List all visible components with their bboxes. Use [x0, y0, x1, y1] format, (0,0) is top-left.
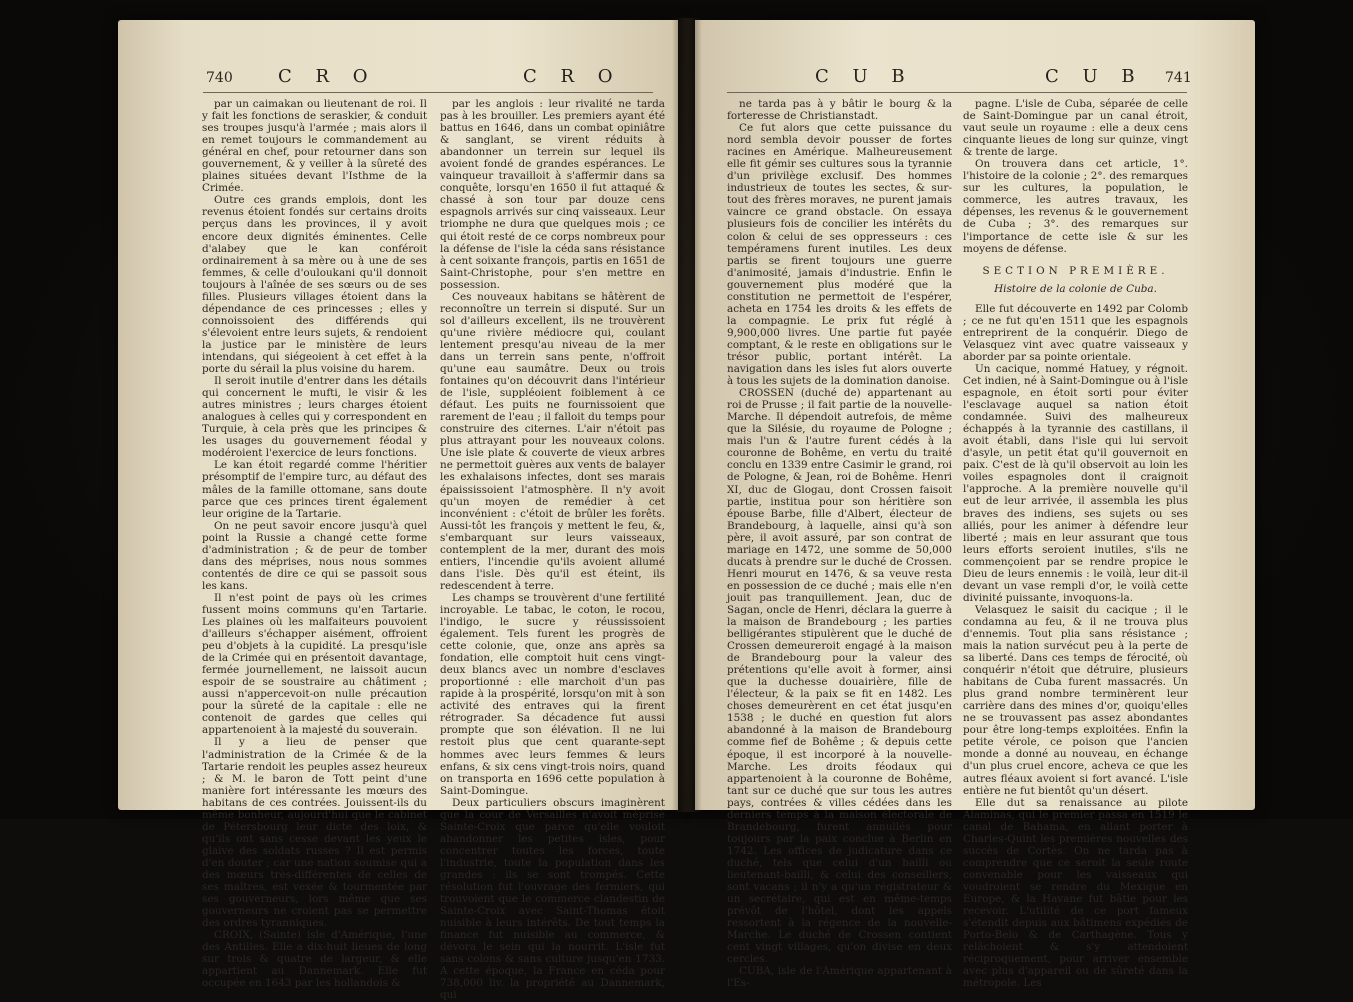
paragraph: Le kan étoit regardé comme l'héritier présomptif de l'empire turc, au défaut des mâles de la famille ottomane, sans doute parce que ces princes tirent également leur origine de la Tartarie.: [202, 459, 427, 520]
running-head-right-col2: C U B: [1045, 66, 1144, 87]
book-gutter: [672, 18, 702, 812]
left-page: [118, 20, 678, 1002]
paragraph: par les anglois : leur rivalité ne tarda pas à les brouiller. Les premiers ayant été battus en 1646, dans un combat opiniâtre & sanglant, se virent réduits à abandonner un terrein sur lequel ils avoient fondé de grandes espérances. Le vainqueur travailloit à s'affermir dans sa conquête, lorsqu'en 1650 il fut attaqué & chassé à son tour par douze cens espagnols arrivés sur cinq vaisseaux. Leur triomphe ne dura que quelques mois ; ce qui étoit resté de ce corps nombreux pour la défense de l'isle la céda sans résistance à cent soixante françois, partis en 1651 de Saint-Christophe, pour s'en mettre en possession.: [440, 98, 665, 291]
paragraph: CUBA, isle de l'Amérique appartenant à l'Es-: [727, 965, 952, 990]
running-head-right-col1: C U B: [815, 66, 914, 87]
paragraph: CROSSEN (duché de) appartenant au roi de Prusse ; il fait partie de la nouvelle-Marche. Il dépendoit autrefois, de même que la Silésie, du royaume de Pologne ; mais l'un & l'autre furent cédés à la couronne de Bohême, en vertu du traité conclu en 1339 entre Casimir le grand, roi de Pologne, & Jean, roi de Bohême. Henri XI, duc de Glogau, dont Crossen faisoit partie, institua pour son héritière son épouse Barbe, fille d'Albert, électeur de Brandebourg, à laquelle, ainsi qu'à son père, il avoit assuré, par son contrat de mariage en 1472, une somme de 50,000 ducats à prendre sur le duché de Crossen. Henri mourut en 1476, & sa veuve resta en possession de ce duché ; mais elle n'en jouit pas tranquillement. Jean, duc de Sagan, oncle de Henri, déclara la guerre à la maison de Brandebourg ; les parties belligérantes stipulèrent que le duché de Crossen demeureroit engagé à la maison de Brandebourg pour la valeur des prétentions qu'elle avoit à former, ainsi que la duchesse douairière, fille de l'électeur, & la paix se fit en 1482. Les choses demeurèrent en cet état jusqu'en 1538 ; le duché en question fut alors abandonné à la maison de Brandebourg comme fief de Bohême ; & depuis cette époque, il est incorporé à la nouvelle-Marche. Les droits féodaux qui appartenoient à la couronne de Bohême, tant sur ce duché que sur tous les autres pays, contrées & villes cédées dans les derniers temps à la maison électorale de Brandebourg, furent annullés pour toujours par la paix conclue à Berlin en 1742. Les offices de judicature dans ce duché, tels que celui d'un bailli ou lieutenant-bailli, & celui des conseillers, sont vacans ; il n'y a qu'un régistrateur & un secrétaire, qui est en même-temps prévôt de l'hôtel, dont les appels ressortent à la régence de la nouvelle-Marche. Le duché de Crossen contient cent vingt villages, qu'on divise en deux cercles.: [727, 387, 952, 966]
page-number-left: 740: [206, 70, 233, 86]
right-page-column-2: [963, 98, 1188, 990]
paragraph: Deux particuliers obscurs imaginèrent que la cour de Versailles n'avoit méprisé Sainte-Croix que parce qu'elle vouloit abandonner les petites isles, pour concentrer toutes les forces, toute l'industrie, toute la population dans les grandes : ils se sont trompés. Cette résolution fut l'ouvrage des fermiers, qui trouvoient que le commerce clandestin de Sainte-Croix avec Saint-Thomas étoit nuisible à leurs intérêts. De tout temps la finance fut nuisible au commerce, & dévora le sein qui la nourrit. L'isle fut sans colons & sans culture jusqu'en 1733. A cette époque, la France en céda pour 738,000 liv. la propriété au Dannemark, qui: [440, 796, 665, 1002]
paragraph: Velasquez le saisit du cacique ; il le condamna au feu, & il ne trouva plus d'ennemis. Tout plia sans résistance ; mais la nation survécut peu à la perte de sa liberté. Dans ces temps de férocité, où conquérir n'étoit que détruire, plusieurs habitans de Cuba furent massacrés. Un plus grand nombre terminèrent leur carrière dans des mines d'or, quoiqu'elles ne se trouvassent pas assez abondantes pour être long-temps exploitées. Enfin la petite vérole, ce poison que l'ancien monde a donné au nouveau, en échange d'un plus cruel encore, acheva ce que les autres fléaux avoient si fort avancé. L'isle entière ne fut bientôt qu'un désert.: [963, 603, 1188, 797]
paragraph: On trouvera dans cet article, 1°. l'histoire de la colonie ; 2°. des remarques sur les cultures, la population, le commerce, les autres travaux, les dépenses, les revenus & le gouvernement de Cuba ; 3°. des remarques sur l'importance de cette isle & sur les moyens de défense.: [963, 158, 1188, 255]
page-number-right: 741: [1165, 70, 1192, 86]
paragraph: Outre ces grands emplois, dont les revenus étoient fondés sur certains droits perçus dans les provinces, il y avoit encore deux dignités éminentes. Celle d'alabey que le kan conféroit ordinairement à sa mère ou à une de ses femmes, & celle d'ouloukani qu'il donnoit toujours à l'aînée de ses sœurs ou de ses filles. Plusieurs villages étoient dans la dépendance de ces princesses ; elles y connoissoient des différends qui s'élevoient entre leurs sujets, & rendoient la justice par le ministère de leurs intendans, qui siégeoient à cet effet à la porte du sérail la plus voisine du harem.: [202, 194, 427, 376]
left-page-column-2: [440, 98, 665, 1002]
paragraph: Les champs se trouvèrent d'une fertilité incroyable. Le tabac, le coton, le rocou, l'indigo, le sucre y réussissoient également. Tels furent les progrès de cette colonie, que, onze ans après sa fondation, elle comptoit huit cens vingt-deux blancs avec un nombre d'esclaves proportionné : elle marchoit d'un pas rapide à la prospérité, lorsqu'on mit à son activité des entraves qui la firent rétrograder. Sa décadence fut aussi prompte que son élévation. Il ne lui restoit plus que cent quarante-sept hommes avec leurs femmes & leurs enfans, & six cens vingt-trois noirs, quand on transporta en 1696 cette population à Saint-Domingue.: [440, 591, 665, 797]
section-heading: SECTION PREMIÈRE.: [982, 264, 1169, 277]
paragraph: ne tarda pas à y bâtir le bourg & la forteresse de Christianstadt.: [727, 98, 952, 123]
right-page: [695, 20, 1255, 990]
running-head-left-col1: C R O: [278, 66, 377, 87]
paragraph: Il n'est point de pays où les crimes fussent moins communs qu'en Tartarie. Les plaines où les malfaiteurs pouvoient d'ailleurs s'échapper aisément, offroient peu d'objets à la cupidité. La presqu'isle de la Crimée qui en présentoit davantage, fermée journellement, ne laissoit aucun espoir de se soustraire au châtiment ; aussi n'appercevoit-on nulle précaution pour la sûreté de la capitale : elle ne contenoit de gardes que celles qui appartenoient à la majesté du souverain.: [202, 591, 427, 737]
left-page-column-1: [202, 98, 427, 990]
paragraph: Ces nouveaux habitans se hâtèrent de reconnoître un terrein si disputé. Sur un sol d'ailleurs excellent, ils ne trouvèrent qu'une rivière médiocre qui, coulant lentement presqu'au niveau de la mer dans un terrein sans pente, n'offroit qu'une eau saumâtre. Deux ou trois fontaines qu'on découvrit dans l'intérieur de l'isle, suppléoient foiblement à ce défaut. Les puits ne fournissoient que rarement de l'eau ; il falloit du temps pour construire des citernes. L'air n'étoit pas plus attrayant pour les nouveaux colons. Une isle plate & couverte de vieux arbres ne permettoit guères aux vents de balayer les exhalaisons infectes, dont ses marais épaississoient l'atmosphère. Il n'y avoit qu'un moyen de remédier à cet inconvénient : c'étoit de brûler les forêts. Aussi-tôt les françois y mettent le feu, &, s'embarquant sur leurs vaisseaux, contemplent de la mer, durant des mois entiers, l'incendie qu'ils avoient allumé dans l'isle. Dès qu'il est éteint, ils redescendent à terre.: [440, 290, 665, 592]
paragraph: Elle fut découverte en 1492 par Colomb ; ce ne fut qu'en 1511 que les espagnols entreprirent de la conquérir. Diego de Velasquez vint avec quatre vaisseaux y aborder par sa pointe orientale.: [963, 302, 1188, 363]
section-subtitle: Histoire de la colonie de Cuba.: [994, 282, 1157, 295]
paragraph: par un caimakan ou lieutenant de roi. Il y fait les fonctions de seraskier, & conduit ses troupes jusqu'à l'armée ; mais alors il en remet toujours le commandement au général en chef, pour retourner dans son gouvernement, & y veiller à la sûreté des plaines situées devant l'Isthme de la Crimée.: [202, 98, 427, 195]
paragraph: Un cacique, nommé Hatuey, y régnoit. Cet indien, né à Saint-Domingue ou à l'isle espagnole, en étoit sorti pour éviter l'esclavage auquel sa nation étoit condamnée. Suivi des malheureux échappés à la tyrannie des castillans, il avoit établi, dans l'isle qui lui servoit d'asyle, un petit état qu'il gouvernoit en paix. C'est de là qu'il observoit au loin les voiles espagnoles dont il craignoit l'approche. A la première nouvelle qu'il eut de leur arrivée, il assembla les plus braves des indiens, ses sujets ou ses alliés, pour les animer à défendre leur liberté ; mais en leur assurant que tous leurs efforts seroient inutiles, s'ils ne commençoient par se rendre propice le Dieu de leurs ennemis : le voilà, leur dit-il devant un vase rempli d'or, le voilà cette divinité puissante, invoquons-la.: [963, 362, 1188, 604]
running-head-left-col2: C R O: [523, 66, 622, 87]
paragraph: Elle dut sa renaissance au pilote Alaminas, qui le premier passa en 1519 le canal de Bahama, en allant porter à Charles-Quint les premières nouvelles des succès de Cortès. On ne tarda pas à comprendre que ce seroit la seule route convenable pour les vaisseaux qui voudroient se rendre du Mexique en Europe, & la Havane fut bâtie pour les recevoir. L'utilité de ce port fameux s'étendit depuis aux bâtimens expédiés de Porto-Belo & de Carthagène. Tous y relâchoient & s'y attendoient réciproquement, pour arriver ensemble avec plus d'appareil ou de sûreté dans la métropole. Les: [963, 796, 1188, 990]
paragraph: Il y a lieu de penser que l'administration de la Crimée & de la Tartarie rendoit les peuples assez heureux ; & M. le baron de Tott peint d'une manière fort intéressante les mœurs des habitans de ces contrées. Jouissent-ils du même bonheur, aujourd'hui que le cabinet de Pétersbourg leur dicte des loix, & qu'ils ont sans cesse devant les yeux le glaive des soldats russes ? Il est permis d'en douter ; car une nation soumise qui a des mœurs très-différentes de celles de ses maîtres, est vexée & tourmentée par ses gouverneurs, lors même que ses gouverneurs ne croient pas se permettre des ordres tyranniques.: [202, 736, 427, 930]
paragraph: CROIX, (Sainte) isle d'Amérique, l'une des Antilles. Elle a dix-huit lieues de long sur trois & quatre de largeur, & elle appartient au Dannemark. Elle fut occupée en 1643 par les hollandois &: [202, 929, 427, 990]
paragraph: pagne. L'isle de Cuba, séparée de celle de Saint-Domingue par un canal étroit, vaut seule un royaume : elle a deux cens cinquante lieues de long sur quinze, vingt & trente de large.: [963, 98, 1188, 159]
paragraph: On ne peut savoir encore jusqu'à quel point la Russie a changé cette forme d'administration ; & de peur de tomber dans des méprises, nous nous sommes contentés de dire ce qui se passoit sous les kans.: [202, 519, 427, 592]
header-rule-left: [203, 92, 653, 93]
header-rule-right: [727, 92, 1187, 93]
paragraph: Il seroit inutile d'entrer dans les détails qui concernent le mufti, le visir & les autres ministres ; leurs charges étoient analogues à celles qui y correspondent en Turquie, à cela près que les principes & les usages du gouvernement féodal y modéroient l'exercice de leurs fonctions.: [202, 375, 427, 460]
right-page-column-1: [727, 98, 952, 990]
paragraph: Ce fut alors que cette puissance du nord sembla devoir pousser de fortes racines en Amérique. Malheureusement elle fit gémir ses cultures sous la tyrannie d'un privilège exclusif. Des hommes industrieux de toutes les sectes, & sur-tout des frères moraves, ne purent jamais vaincre ce grand obstacle. On essaya plusieurs fois de concilier les intérêts du colon & celui de ses oppresseurs : ces tempéramens furent inutiles. Les deux partis se firent toujours une guerre d'animosité, jamais d'industrie. Enfin le gouvernement plus modéré que la constitution ne permettoit de l'espérer, acheta en 1754 les droits & les effets de la compagnie. Le prix fut réglé à 9,900,000 livres. Une partie fut payée comptant, & le reste en obligations sur le trésor public, portant intérêt. La navigation dans les isles fut alors ouverte à tous les sujets de la domination danoise.: [727, 122, 952, 388]
